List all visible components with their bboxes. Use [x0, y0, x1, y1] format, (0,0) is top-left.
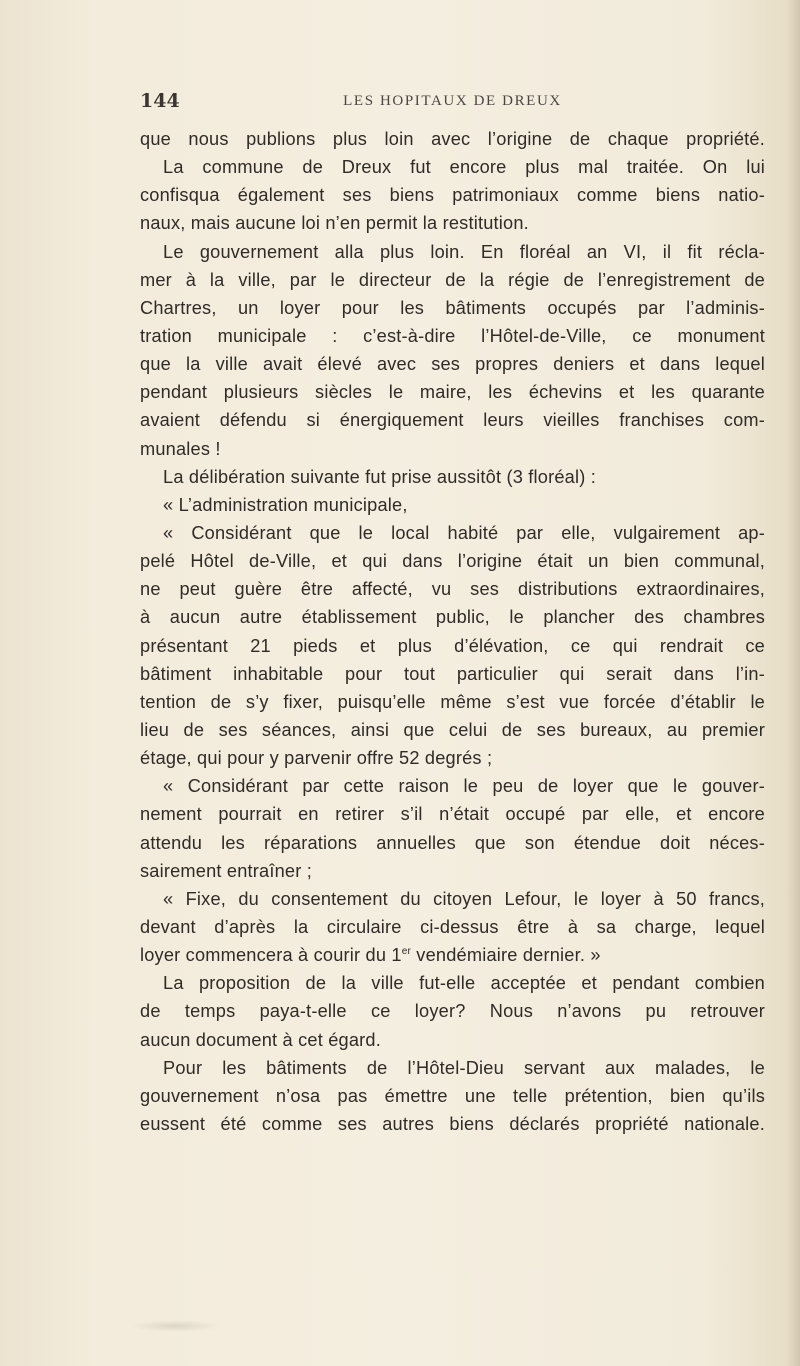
page-number: 144: [140, 90, 180, 112]
text-line: pelé Hôtel de-Ville, et qui dans l’origine était un bien communal,: [140, 551, 765, 572]
text-line: que la ville avait élevé avec ses propres deniers et dans lequel: [140, 354, 765, 375]
text-line: nement pourrait en retirer s’il n’était occupé par elle, et encore: [140, 804, 765, 825]
text-line: Pour les bâtiments de l’Hôtel-Dieu servant aux malades, le: [163, 1057, 765, 1078]
text-line: « Fixe, du consentement du citoyen Lefour, le loyer à 50 francs,: [163, 888, 765, 909]
text-line: La proposition de la ville fut-elle acceptée et pendant combien: [163, 973, 765, 994]
text-line: mer à la ville, par le directeur de la régie de l’enregistrement de: [140, 269, 765, 290]
text-line: de temps paya-t-elle ce loyer? Nous n’avons pu retrouver: [140, 1001, 765, 1022]
text-line: à aucun autre établissement public, le plancher des chambres: [140, 607, 765, 628]
text-line: sairement entraîner ;: [140, 860, 313, 881]
page-header: [140, 90, 765, 114]
body-text: [140, 125, 765, 1138]
text-line: munales !: [140, 438, 221, 459]
text-line: confisqua également ses biens patrimoniaux comme biens natio-: [140, 185, 765, 206]
ink-smudge: [130, 1320, 220, 1332]
text-line: naux, mais aucune loi n’en permit la restitution.: [140, 213, 529, 234]
text-line: La délibération suivante fut prise aussitôt (3 floréal) :: [163, 466, 596, 487]
text-line: Chartres, un loyer pour les bâtiments occupés par l’adminis-: [140, 297, 765, 318]
text-line: que nous publions plus loin avec l’origine de chaque propriété.: [140, 129, 765, 149]
text-line: aucun document à cet égard.: [140, 1029, 381, 1050]
text-line: eussent été comme ses autres biens déclarés propriété nationale.: [140, 1113, 765, 1134]
superscript: er: [401, 946, 412, 958]
text-line: avaient défendu si énergiquement leurs vieilles franchises com-: [140, 410, 765, 431]
text-line: bâtiment inhabitable pour tout particulier qui serait dans l’in-: [140, 663, 765, 684]
text-line: La commune de Dreux fut encore plus mal traitée. On lui: [163, 157, 765, 178]
text-line-part: vendémiaire dernier. »: [411, 945, 601, 966]
text-line: ne peut guère être affecté, vu ses distributions extraordinaires,: [140, 579, 765, 600]
text-line: Le gouvernement alla plus loin. En floréal an VI, il fit récla-: [163, 241, 765, 262]
text-line: « Considérant que le local habité par elle, vulgairement ap-: [163, 522, 765, 543]
text-line: attendu les réparations annuelles que son étendue doit néces-: [140, 832, 765, 853]
text-line: présentant 21 pieds et plus d’élévation, ce qui rendrait ce: [140, 635, 765, 656]
text-line: pendant plusieurs siècles le maire, les échevins et les quarante: [140, 382, 765, 403]
text-line: [140, 941, 765, 969]
text-line: « L’administration municipale,: [163, 494, 408, 515]
text-line: étage, qui pour y parvenir offre 52 degrés ;: [140, 748, 493, 769]
text-line-part: loyer commencera à courir du 1: [140, 945, 402, 966]
text-line: lieu de ses séances, ainsi que celui de ses bureaux, au premier: [140, 719, 765, 740]
running-head: LES HOPITAUX DE DREUX: [343, 93, 562, 109]
text-line: tention de s’y fixer, puisqu’elle même s’est vue forcée d’établir le: [140, 691, 765, 712]
text-line: gouvernement n’osa pas émettre une telle prétention, bien qu’ils: [140, 1085, 765, 1106]
text-line: « Considérant par cette raison le peu de loyer que le gouver-: [163, 776, 765, 797]
page-edge-shadow: [786, 0, 800, 1366]
text-line: devant d’après la circulaire ci-dessus être à sa charge, lequel: [140, 916, 765, 937]
text-line: tration municipale : c’est-à-dire l’Hôtel-de-Ville, ce monument: [140, 325, 765, 346]
